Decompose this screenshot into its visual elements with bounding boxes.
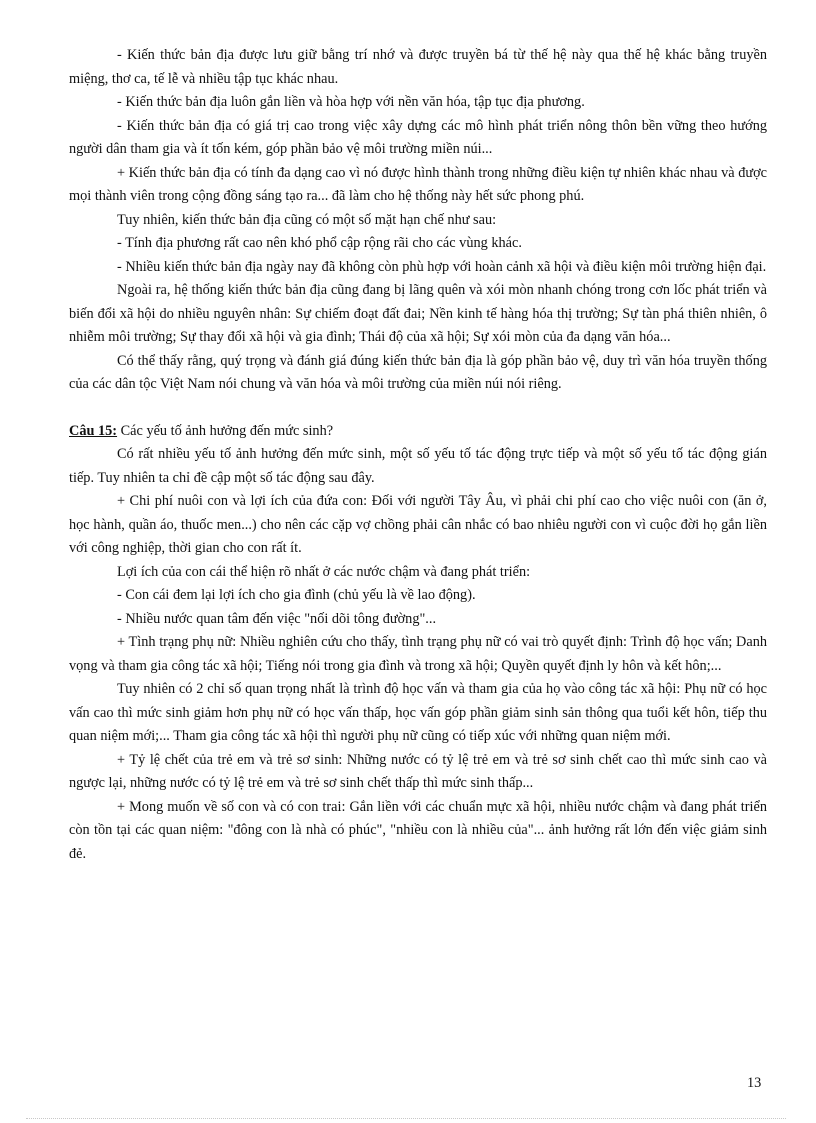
paragraph: - Kiến thức bản địa luôn gắn liền và hòa hợp với nền văn hóa, tập tục địa phương. bbox=[117, 94, 585, 110]
question-label: Câu 15: bbox=[69, 422, 118, 439]
paragraph: - Tính địa phương rất cao nên khó phổ cập rộng rãi cho các vùng khác. bbox=[117, 235, 522, 251]
paragraph: + Chi phí nuôi con và lợi ích của đứa con: Đối với người Tây Âu, vì phải chi phí cao cho việc nuôi con (ăn ở, học hành, quần áo, thuốc men...) cho nên các cặp vợ chồng phải cân nhắc có bao nhiêu người con vì cuộc đời họ gắn liền với công nghiệp, thời gian cho con rất ít. bbox=[69, 493, 767, 556]
paragraph: - Kiến thức bản địa được lưu giữ bằng trí nhớ và được truyền bá từ thế hệ này qua thế hệ khác bằng truyền miệng, thơ ca, tế lễ và nhiều tập tục khác nhau. bbox=[69, 47, 767, 87]
paragraph: - Con cái đem lại lợi ích cho gia đình (chủ yếu là về lao động). bbox=[117, 587, 476, 603]
paragraph: Có thể thấy rằng, quý trọng và đánh giá đúng kiến thức bản địa là góp phần bảo vệ, duy trì văn hóa truyền thống của các dân tộc Việt Nam nói chung và văn hóa và môi trường của miền núi nói riêng. bbox=[69, 352, 767, 392]
paragraph: + Tình trạng phụ nữ: Nhiều nghiên cứu cho thấy, tình trạng phụ nữ có vai trò quyết định: Trình độ học vấn; Danh vọng và tham gia công tác xã hội; Tiếng nói trong gia đình và trong xã hội; Quyền quyết định ly hôn và kết hôn;... bbox=[69, 634, 767, 674]
paragraph: - Nhiều kiến thức bản địa ngày nay đã không còn phù hợp với hoàn cảnh xã hội và điều kiện môi trường hiện đại. bbox=[117, 258, 767, 275]
page-number: 13 bbox=[747, 1075, 762, 1091]
paragraph: Lợi ích của con cái thể hiện rõ nhất ở các nước chậm và đang phát triển: bbox=[117, 563, 531, 580]
paragraph: + Kiến thức bản địa có tính đa dạng cao vì nó được hình thành trong những điều kiện tự nhiên khác nhau và được mọi thành viên trong cộng đồng sáng tạo ra... đã làm cho hệ thống này hết sức phong phú. bbox=[69, 164, 767, 204]
paragraph: + Tỷ lệ chết của trẻ em và trẻ sơ sinh: Những nước có tỷ lệ trẻ em và trẻ sơ sinh chết cao thì mức sinh cao và ngược lại, những nước có tỷ lệ trẻ em và trẻ sơ sinh chết thấp thì mức sinh thấp... bbox=[69, 751, 767, 791]
paragraph: Tuy nhiên có 2 chỉ số quan trọng nhất là trình độ học vấn và tham gia của họ vào công tác xã hội: Phụ nữ có học vấn cao thì mức sinh giảm hơn phụ nữ có học vấn thấp, học vấn góp phần giảm sinh sản thông qua tuổi kết hôn, tiếp thu quan niệm mới;... Tham gia công tác xã hội thì người phụ nữ cũng có tiếp xúc với những quan niệm mới. bbox=[69, 681, 767, 744]
paragraph: - Nhiều nước quan tâm đến việc "nối dõi tông đường"... bbox=[117, 610, 437, 627]
document-page bbox=[69, 44, 767, 866]
section-gap bbox=[69, 397, 767, 420]
paragraph: Có rất nhiều yếu tố ảnh hưởng đến mức sinh, một số yếu tố tác động trực tiếp và một số yếu tố tác động gián tiếp. Tuy nhiên ta chỉ đề cập một số tác động sau đây. bbox=[69, 446, 767, 486]
paragraph: Tuy nhiên, kiến thức bản địa cũng có một số mặt hạn chế như sau: bbox=[117, 211, 497, 228]
paragraph: Ngoài ra, hệ thống kiến thức bản địa cũng đang bị lãng quên và xói mòn nhanh chóng trong cơn lốc phát triển và biến đổi xã hội do nhiều nguyên nhân: Sự chiếm đoạt đất đai; Nền kinh tế hàng hóa thị trường; Sự tàn phá thiên nhiên, ô nhiễm môi trường; Sự thay đổi xã hội và gia đình; Thái độ của xã hội; Sự xói mòn của đa dạng văn hóa... bbox=[69, 282, 767, 345]
paragraph: - Kiến thức bản địa có giá trị cao trong việc xây dựng các mô hình phát triển nông thôn bền vững theo hướng người dân tham gia và ít tốn kém, góp phần bảo vệ môi trường miền núi... bbox=[69, 117, 767, 157]
footer-divider bbox=[26, 1118, 786, 1119]
question-text: Các yếu tố ảnh hưởng đến mức sinh? bbox=[117, 422, 334, 439]
question-heading bbox=[69, 420, 767, 444]
paragraph: + Mong muốn về số con và có con trai: Gắn liền với các chuẩn mực xã hội, nhiều nước chậm và đang phát triển còn tồn tại các quan niệm: "đông con là nhà có phúc", "nhiều con là nhiều của"... ảnh hưởng rất lớn đến việc giảm sinh đẻ. bbox=[69, 798, 767, 862]
